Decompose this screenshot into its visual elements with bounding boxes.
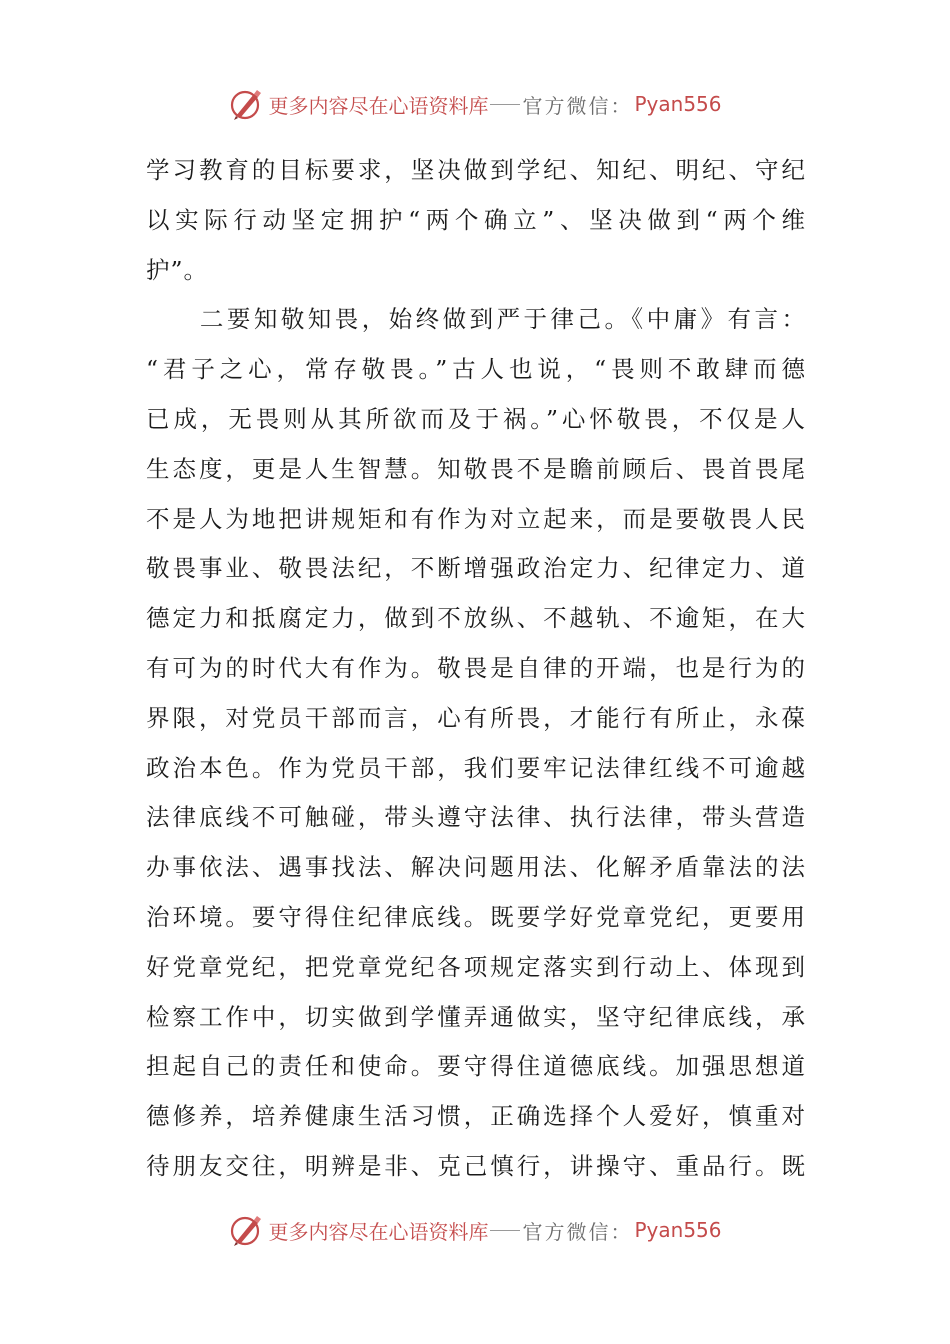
text-line: 有可为的时代大有作为。敬畏是自律的开端，也是行为的 xyxy=(146,653,806,682)
pen-logo-icon xyxy=(228,86,264,122)
text-line: 政治本色。作为党员干部，我们要牢记法律红线不可逾越 xyxy=(146,753,806,782)
text-line: 已成，无畏则从其所欲而及于祸。”心怀敬畏，不仅是人 xyxy=(146,404,806,433)
text-line: 担起自己的责任和使命。要守得住道德底线。加强思想道 xyxy=(146,1052,806,1081)
header-watermark xyxy=(0,82,950,126)
watermark-official-label: 官方微信： xyxy=(522,93,633,118)
text-line: 治环境。要守得住纪律底线。既要学好党章党纪，更要用 xyxy=(146,902,806,931)
text-line: 法律底线不可触碰，带头遵守法律、执行法律，带头营造 xyxy=(146,803,806,832)
watermark-official-label: 官方微信： xyxy=(522,1219,633,1244)
watermark-separator xyxy=(490,104,520,105)
pen-logo-icon xyxy=(228,1212,264,1248)
text-line: 护”。 xyxy=(146,255,209,284)
watermark-brand: 更多内容尽在心语资料库 xyxy=(268,1219,489,1244)
text-line: 界限，对党员干部而言，心有所畏，才能行有所止，永葆 xyxy=(146,703,806,732)
text-line: 敬畏事业、敬畏法纪，不断增强政治定力、纪律定力、道 xyxy=(146,554,806,583)
watermark-wechat-id: Pyan556 xyxy=(634,92,722,116)
text-line: 不是人为地把讲规矩和有作为对立起来，而是要敬畏人民 xyxy=(146,504,806,533)
text-line: 二要知敬知畏，始终做到严于律己。《中庸》有言： xyxy=(146,305,806,334)
watermark-wechat-id: Pyan556 xyxy=(634,1218,722,1242)
text-line: 好党章党纪，把党章党纪各项规定落实到行动上、体现到 xyxy=(146,952,806,981)
document-body xyxy=(146,146,806,1192)
text-line: 待朋友交往，明辨是非、克己慎行，讲操守、重品行。既 xyxy=(146,1151,806,1180)
text-line: “君子之心，常存敬畏。”古人也说，“畏则不敢肆而德 xyxy=(146,355,806,384)
text-line: 德定力和抵腐定力，做到不放纵、不越轨、不逾矩，在大 xyxy=(146,604,806,633)
text-line: 办事依法、遇事找法、解决问题用法、化解矛盾靠法的法 xyxy=(146,853,806,882)
footer-watermark xyxy=(0,1208,950,1252)
watermark-brand: 更多内容尽在心语资料库 xyxy=(268,93,489,118)
text-line: 学习教育的目标要求，坚决做到学纪、知纪、明纪、守纪 xyxy=(146,156,806,184)
text-line: 以实际行动坚定拥护“两个确立”、坚决做到“两个维 xyxy=(146,205,806,234)
text-line: 生态度，更是人生智慧。知敬畏不是瞻前顾后、畏首畏尾 xyxy=(146,454,806,483)
text-line: 检察工作中，切实做到学懂弄通做实，坚守纪律底线，承 xyxy=(146,1002,806,1031)
text-line: 德修养，培养健康生活习惯，正确选择个人爱好，慎重对 xyxy=(146,1102,806,1131)
watermark-separator xyxy=(490,1230,520,1231)
